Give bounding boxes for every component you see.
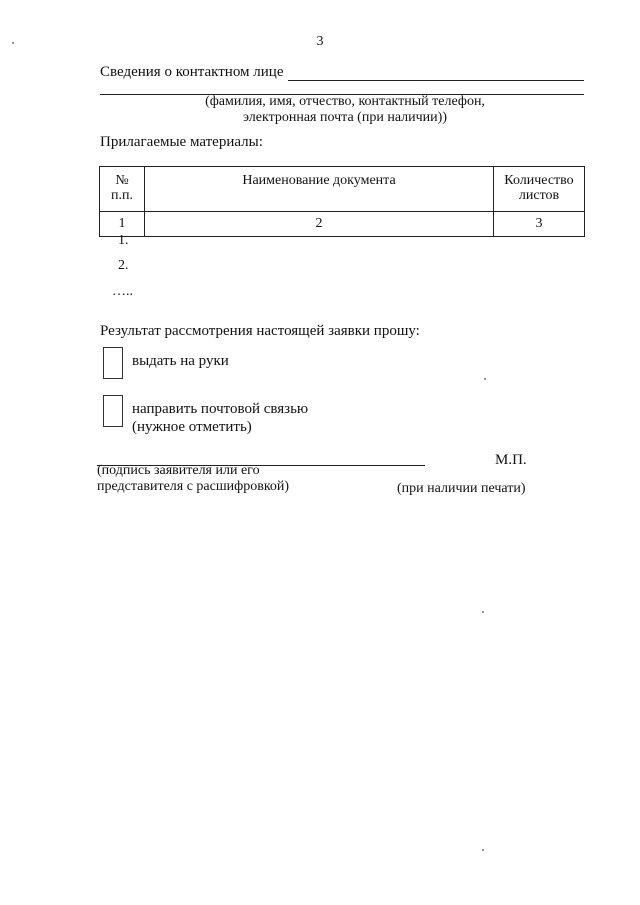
signature-hint-line-2: представителя с расшифровкой) (97, 479, 290, 494)
column-header-sheet-count-line-2: листов (518, 188, 560, 203)
send-by-post-checkbox[interactable] (103, 395, 123, 427)
column-header-sheet-count-line-1: Количество (504, 173, 574, 188)
contact-hint-line-2: электронная почта (при наличии)) (243, 110, 447, 125)
table-header-row (100, 167, 585, 212)
scan-speck (484, 378, 486, 380)
table-cell: 3 (494, 212, 585, 237)
column-header-document-name-text: Наименование документа (242, 173, 396, 188)
signature-hint (97, 463, 357, 495)
column-header-document-name (145, 167, 494, 212)
scan-speck (482, 611, 484, 613)
send-by-post-label-line-1: направить почтовой связью (132, 401, 309, 417)
result-request-label: Результат рассмотрения настоящей заявки прошу: (100, 323, 420, 339)
send-by-post-label (132, 400, 308, 436)
hand-over-label: выдать на руки (132, 353, 229, 369)
page-number: 3 (316, 34, 324, 49)
list-item: ….. (112, 284, 133, 299)
hand-over-checkbox[interactable] (103, 347, 123, 379)
seal-hint: (при наличии печати) (397, 481, 526, 496)
table-cell: 1 (100, 212, 145, 237)
column-header-number (100, 167, 145, 212)
attached-materials-label: Прилагаемые материалы: (100, 134, 263, 150)
column-header-number-line-2: п.п. (111, 188, 133, 203)
contact-person-field-line[interactable] (288, 80, 584, 81)
column-header-number-line-1: № (115, 173, 129, 188)
column-header-sheet-count (494, 167, 585, 212)
table-row (100, 212, 585, 237)
contact-hint-line-1: (фамилия, имя, отчество, контактный телефон, (205, 94, 485, 109)
signature-hint-line-1: (подпись заявителя или его (97, 463, 260, 478)
mark-required-hint: (нужное отметить) (132, 419, 252, 435)
scan-speck (482, 849, 484, 851)
table-cell: 2 (145, 212, 494, 237)
attached-materials-table (99, 166, 585, 237)
scan-speck (12, 42, 14, 44)
contact-person-label: Сведения о контактном лице (100, 64, 284, 80)
seal-place-label: М.П. (495, 452, 527, 468)
contact-person-hint (150, 94, 540, 126)
list-item: 1. (118, 233, 129, 248)
list-item: 2. (118, 258, 129, 273)
